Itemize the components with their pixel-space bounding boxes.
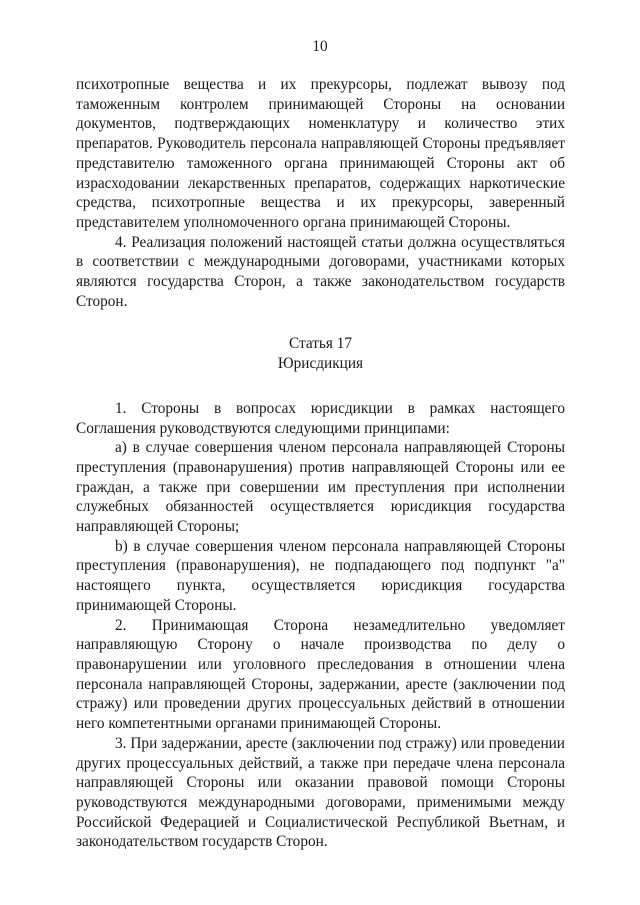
paragraph-item-4: 4. Реализация положений настоящей статьи должна осуществляться в соответствии с международными договорами, участниками которых являются государства Сторон, а также законодательством государств Сторон. [76,233,565,310]
article-heading [76,334,565,373]
paragraph-article17-1a: a) в случае совершения членом персонала направляющей Стороны преступления (правонарушения) против направляющей Стороны или ее граждан, а также при совершении им преступления при исполнении служебных обязанностей осуществляется юрисдикция государства направляющей Стороны; [76,439,565,536]
article-title: Юрисдикция [277,355,364,373]
page-number: 10 [312,38,328,55]
paragraph-article17-2: 2. Принимающая Сторона незамедлительно уведомляет направляющую Сторону о начале производства по делу о правонарушении или уголовного преследования в отношении члена персонала направляющей Стороны, задержании, аресте (заключении под стражу) или проведении других процессуальных действий в отношении него компетентными органами принимающей Стороны. [76,616,565,733]
document-body [76,75,565,852]
paragraph-article17-1b: b) в случае совершения членом персонала направляющей Стороны преступления (правонарушения), не подпадающего под подпункт "а" настоящего пункта, осуществляется юрисдикция государства принимающей Стороны. [76,537,565,614]
paragraph-article17-1: 1. Стороны в вопросах юрисдикции в рамках настоящего Соглашения руководствуются следующими принципами: [76,399,565,437]
paragraph-article17-3: 3. При задержании, аресте (заключении под стражу) или проведении других процессуальных действий, а также при передаче члена персонала направляющей Стороны или оказании правовой помощи Стороны руководствуются международными договорами, применимыми между Российской Федерацией и Социалистической Республикой Вьетнам, и законодательством государств Сторон. [76,734,565,851]
paragraph-continuation: психотропные вещества и их прекурсоры, подлежат вывозу под таможенным контролем принимающей Стороны на основании документов, подтверждающих номенклатуру и количество этих препаратов. Руководитель персонала направляющей Стороны предъявляет представителю таможенного органа принимающей Стороны акт об израсходовании лекарственных препаратов, содержащих наркотические средства, психотропные вещества и их прекурсоры, заверенный представителем уполномоченного органа принимающей Стороны. [76,76,565,231]
article-number: Статья 17 [288,335,353,353]
